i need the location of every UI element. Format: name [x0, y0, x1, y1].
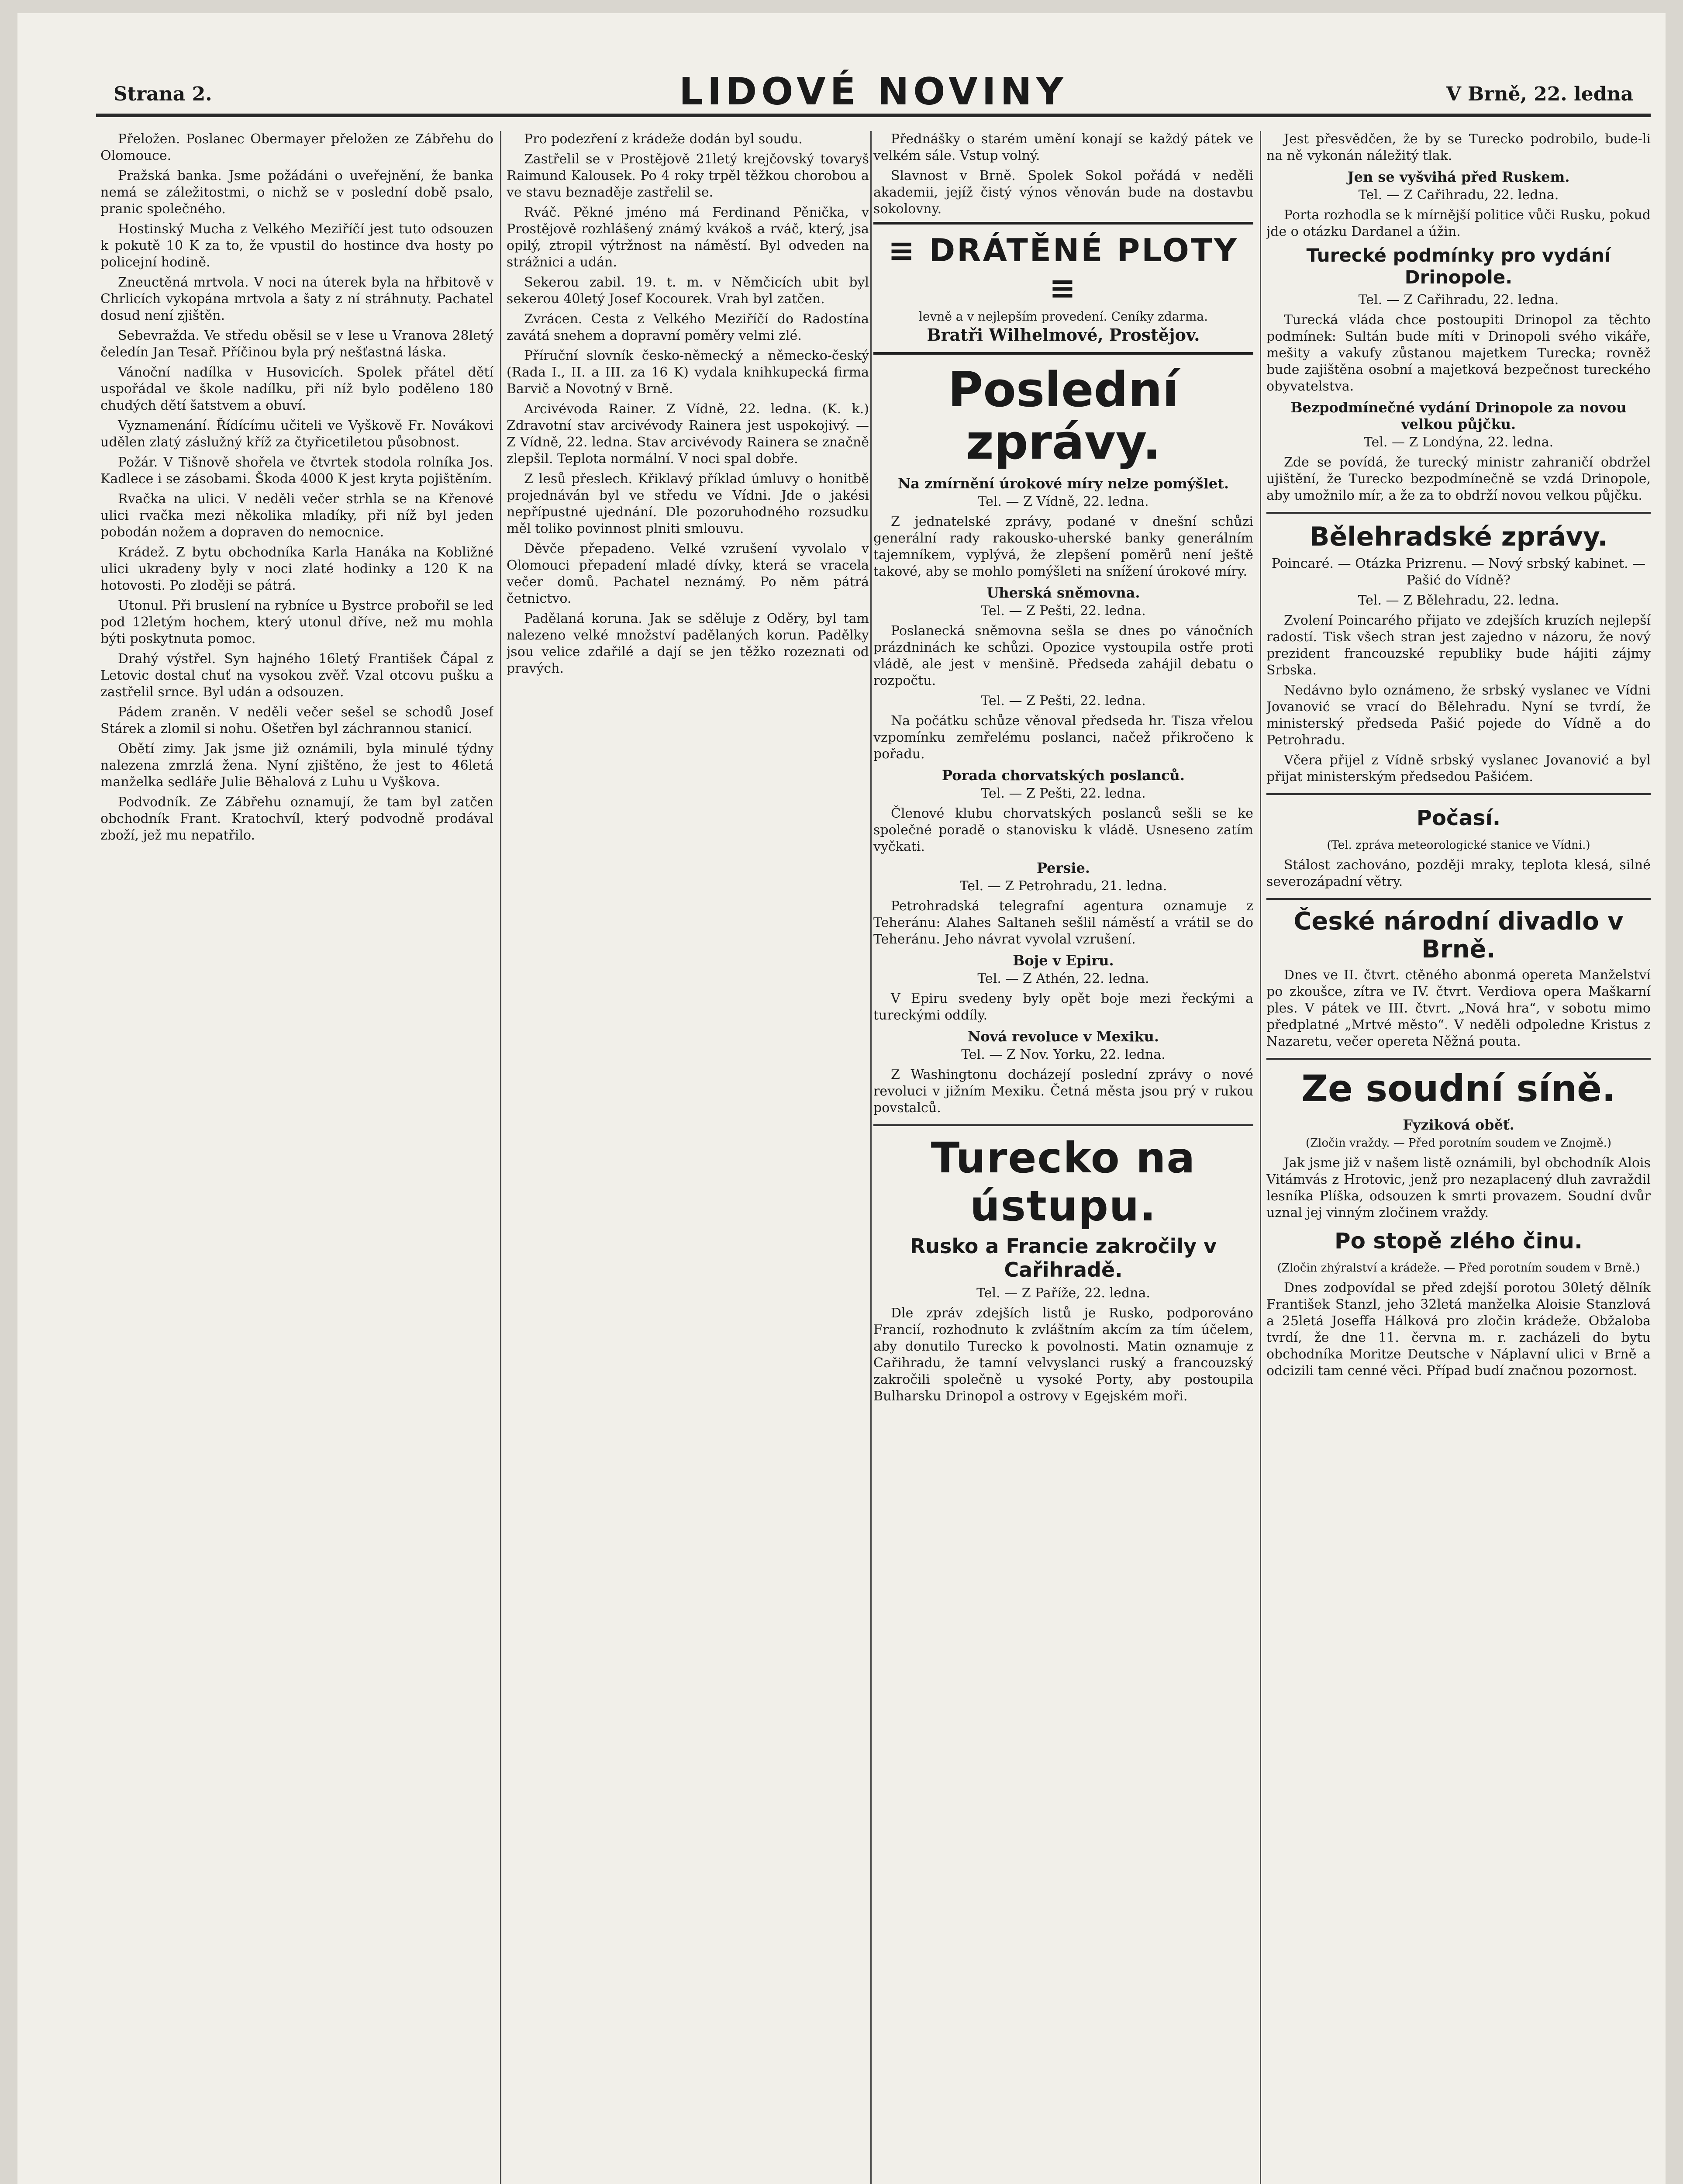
article-headline: Boje v Epiru.: [1013, 952, 1114, 969]
article-paragraph: Drahý výstřel. Syn hajného 16letý František Čápal z Letovic dostal chuť na vysokou zvěř. Vzal otcovu pušku a zastřelil srnce. Byl udán a odsouzen.: [100, 651, 493, 700]
newspaper-title: LIDOVÉ NOVINY: [679, 70, 1068, 114]
article-paragraph: Obětí zimy. Jak jsme již oznámili, byla minulé týdny nalezena zmrzlá žena. Nyní zjištěno, že jest to 46letá manželka sedláře Julie Běhalová z Luhu u Vyškova.: [100, 741, 493, 790]
article-paragraph: Porta rozhodla se k mírnější politice vůči Rusku, pokud jde o otázku Dardanel a úžin.: [1266, 207, 1651, 239]
article-paragraph: Včera přijel z Vídně srbský vyslanec Jovanović a byl přijat ministerským předsedou Pašićem.: [1266, 753, 1651, 784]
section-headline: České národní divadlo v Brně.: [1293, 907, 1624, 964]
article-paragraph: Zvolení Poincarého přijato ve zdejších kruzích nejlepší radostí. Tisk všech stran jest zajedno v názoru, že nový prezident francouzské republiky bude hájiti zájmy Srbska.: [1266, 613, 1651, 678]
column-2: [507, 131, 869, 2184]
article-paragraph: Zvrácen. Cesta z Velkého Meziříčí do Radostína zavátá snehem a dopravní poměry velmi zlé.: [507, 311, 869, 343]
article-paragraph: Zneuctěná mrtvola. V noci na úterek byla na hřbitově v Chrlicích vykopána mrtvola a šaty z ní stráhnuty. Pachatel dosud není zjištěn.: [100, 275, 493, 323]
telegram-dateline: Tel. — Z Petrohradu, 21. ledna.: [959, 878, 1167, 894]
article-paragraph: Krádež. Z bytu obchodníka Karla Hanáka na Kobližné ulici ukradeny byly v noci zlaté hodinky a 120 K na hotovosti. Po zloději se pátrá.: [100, 545, 493, 593]
article-paragraph: Jak jsme již v našem listě oznámili, byl obchodník Alois Vitámvás z Hrotovic, jenž pro nezaplacený dluh zavraždil lesníka Plíška, odsouzen k smrti provazem. Soudní dvůr uznal jej vinným zločinem vraždy.: [1266, 1155, 1651, 1220]
article-paragraph: Jest přesvědčen, že by se Turecko podrobilo, bude-li na ně vykonán náležitý tlak.: [1266, 131, 1651, 163]
article-headline: Uherská sněmovna.: [986, 584, 1140, 601]
page-number: Strana 2.: [114, 83, 212, 105]
article-paragraph: V Epiru svedeny byly opět boje mezi řeckými a tureckými oddíly.: [873, 991, 1253, 1023]
column-rule: [1260, 131, 1261, 2184]
article-paragraph: Hostinský Mucha z Velkého Meziříčí jest tuto odsouzen k pokutě 10 K za to, že vpustil do hostince dva hosty po policejní hodině.: [100, 221, 493, 270]
column-rule: [870, 131, 872, 2184]
article-paragraph: Přednášky o starém umění konají se každý pátek ve velkém sále. Vstup volný.: [873, 131, 1253, 163]
telegram-dateline: Tel. — Z Vídně, 22. ledna.: [978, 494, 1149, 509]
article-summary: (Zločin zhýralství a krádeže. — Před porotním soudem v Brně.): [1277, 1261, 1640, 1275]
telegram-dateline: Tel. — Z Pešti, 22. ledna.: [981, 786, 1146, 801]
article-summary: (Zločin vraždy. — Před porotním soudem ve Znojmě.): [1305, 1137, 1612, 1150]
telegram-dateline: Tel. — Z Athén, 22. ledna.: [977, 971, 1149, 986]
article-paragraph: Utonul. Při bruslení na rybníce u Bystrce probořil se led pod 12letým hochem, který utonul dříve, než mu mohla býti poskytnuta pomoc.: [100, 598, 493, 646]
article-paragraph: Vánoční nadílka v Husovicích. Spolek přátel dětí uspořádal ve škole nadílku, při níž bylo poděleno 180 chudých dětí šatstvem a obuví.: [100, 365, 493, 413]
article-paragraph: Pro podezření z krádeže dodán byl soudu.: [524, 131, 803, 147]
section-headline: Turecko na ústupu.: [931, 1133, 1196, 1230]
article-paragraph: Turecká vláda chce postoupiti Drinopol za těchto podmínek: Sultán bude míti v Drinopoli svého vikáře, mešity a vakufy zůstanou majetkem Turecka; rovněž bude zajištěna osobní a majetková bezpečnost tureckého obyvatelstva.: [1266, 312, 1651, 394]
ad-title: ≡ DRÁTĚNÉ PLOTY ≡: [888, 232, 1239, 306]
telegram-dateline: Tel. — Z Paříže, 22. ledna.: [976, 1286, 1150, 1301]
article-paragraph: Sebevražda. Ve středu oběsil se v lese u Vranova 28letý čeledín Jan Tesař. Příčinou byla prý nešťastná láska.: [100, 328, 493, 360]
article-headline: Rusko a Francie zakročily v Cařihradě.: [910, 1234, 1217, 1282]
article-paragraph: Padělaná koruna. Jak se sděluje z Oděry, byl tam nalezeno velké množství padělaných korun. Padělky jsou velice zdařilé a dají se jen těžko rozeznati od pravých.: [507, 611, 869, 676]
article-paragraph: Dnes ve II. čtvrt. ctěného abonmá opereta Manželství po zkoušce, zítra ve IV. čtvrt. Verdiova opera Maškarní ples. V pátek ve III. čtvrt. „Nová hra“, v sobotu mimo předplatné „Mrtvé město“. V neděli odpoledne Kristus z Nazaretu, večer opereta Něžná pouta.: [1266, 968, 1651, 1049]
article-paragraph: Sekerou zabil. 19. t. m. v Němčicích ubit byl sekerou 40letý Josef Kocourek. Vrah byl zatčen.: [507, 275, 869, 307]
article-headline: Jen se vyšvihá před Ruskem.: [1347, 169, 1570, 185]
article-paragraph: Rvačka na ulici. V neděli večer strhla se na Křenové ulici rvačka mezi několika mladíky, při níž byl jeden pobodán nožem a dopraven do nemocnice.: [100, 491, 493, 540]
article-paragraph: Členové klubu chorvatských poslanců sešli se ke společné poradě o stanovisku k vládě. Usneseno zatím vyčkati.: [873, 806, 1253, 854]
article-paragraph: Podvodník. Ze Zábřehu oznamují, že tam byl zatčen obchodník Frant. Kratochvíl, který podvodně prodával zboží, jež mu nepatřilo.: [100, 795, 493, 843]
article-paragraph: Přeložen. Poslanec Obermayer přeložen ze Zábřehu do Olomouce.: [100, 131, 493, 163]
article-paragraph: Slavnost v Brně. Spolek Sokol pořádá v neděli akademii, jejíž čistý výnos věnován bude na dostavbu sokolovny.: [873, 168, 1253, 217]
article-paragraph: Rváč. Pěkné jméno má Ferdinand Pěnička, v Prostějově rozhlášený známý kvákoš a rváč, který, jsa opilý, ztropil výtržnost na náměstí. Byl odveden na strážnici a udán.: [507, 205, 869, 270]
article-paragraph: Z jednatelské zprávy, podané v dnešní schůzi generální rady rakousko-uherské banky generálním tajemníkem, vyplývá, že zlepšení poměrů není ještě takové, aby se mohlo pomýšleti na snížení úrokové míry.: [873, 514, 1253, 579]
article-headline: Persie.: [1036, 860, 1090, 876]
article-headline: Nová revoluce v Mexiku.: [968, 1028, 1159, 1045]
article-paragraph: Zde se povídá, že turecký ministr zahraničí obdržel ujištění, že Turecko bezpodmínečně se vzdá Drinopole, aby umožnilo mír, a že za to obdrží novou velkou půjčku.: [1266, 455, 1651, 503]
masthead: [96, 66, 1651, 117]
section-divider: [873, 1124, 1253, 1126]
column-3: [873, 131, 1253, 2184]
ad-company: Bratři Wilhelmové, Prostějov.: [927, 325, 1200, 345]
article-paragraph: Požár. V Tišnově shořela ve čtvrtek stodola rolníka Jos. Kadlece i se zásobami. Škoda 4000 K jest kryta pojištěním.: [100, 455, 493, 487]
article-headline: Porada chorvatských poslanců.: [942, 767, 1185, 784]
section-divider: [1266, 898, 1651, 900]
article-paragraph: Vyznamenání. Řídícímu učiteli ve Vyškově Fr. Novákovi udělen zlatý záslužný kříž za čtyřicetiletou působnost.: [100, 418, 493, 450]
article-headline: Po stopě zlého činu.: [1335, 1228, 1583, 1254]
article-headline: Na zmírnění úrokové míry nelze pomýšlet.: [897, 475, 1229, 492]
telegram-dateline: Tel. — Z Pešti, 22. ledna.: [981, 603, 1146, 619]
article-paragraph: Nedávno bylo oznámeno, že srbský vyslanec ve Vídni Jovanović se vrací do Bělehradu. Nyní se tvrdí, že ministerský předseda Pašić pojede do Vídně a do Petrohradu.: [1266, 683, 1651, 748]
advertisement: [873, 222, 1253, 355]
section-divider: [1266, 512, 1651, 514]
article-paragraph: Pádem zraněn. V neděli večer sešel se schodů Josef Stárek a zlomil si nohu. Ošetřen byl záchrannou stanicí.: [100, 705, 493, 736]
article-paragraph: Dle zpráv zdejších listů je Rusko, podporováno Francií, rozhodnuto k zvláštním akcím za tím účelem, aby donutilo Turecko k povolnosti. Matin oznamuje z Cařihradu, že tamní velvyslanci ruský a francouzský zakročili společně u vysoké Porty, aby postoupila Bulharsku Drinopol a ostrovy v Egejském moři.: [873, 1306, 1253, 1404]
section-divider: [1266, 793, 1651, 795]
article-paragraph: Stálost zachováno, později mraky, teplota klesá, silné severozápadní větry.: [1266, 857, 1651, 889]
article-headline: Turecké podmínky pro vydání Drinopole.: [1306, 245, 1611, 288]
section-divider: [1266, 1058, 1651, 1060]
telegram-dateline: Tel. — Z Londýna, 22. ledna.: [1363, 435, 1554, 450]
telegram-dateline: Tel. — Z Cařihradu, 22. ledna.: [1358, 292, 1559, 308]
article-paragraph: Děvče přepadeno. Velké vzrušení vyvolalo v Olomouci přepadení mladé dívky, která se vracela večer domů. Pachatel neznámý. Po něm pátrá četnictvo.: [507, 541, 869, 606]
article-paragraph: Poslanecká sněmovna sešla se dnes po vánočních prázdninách ke schůzi. Opozice vystoupila ostře proti vládě, ale jest v menšině. Předseda zahájil debatu o rozpočtu.: [873, 623, 1253, 688]
article-paragraph: Z lesů přeslech. Křiklavý příklad úmluvy o honitbě projednáván byl ve středu ve Vídni. Jde o jakési nepřípustné ujednání. Dle pozoruhodného rozsudku měl toliko povinnost plniti smlouvu.: [507, 471, 869, 536]
article-paragraph: Dnes zodpovídal se před zdejší porotou 30letý dělník František Stanzl, jeho 32letá manželka Aloisie Stanzlová a 25letá Joseffa Hálková pro zločin krádeže. Obžaloba tvrdí, že dne 11. června m. r. zacházeli do bytu obchodníka Moritze Deutsche v Náplavní ulici v Brně a odcizili tam cenné věci. Případ budí značnou pozornost.: [1266, 1280, 1651, 1379]
article-paragraph: Arcivévoda Rainer. Z Vídně, 22. ledna. (K. k.) Zdravotní stav arcivévody Rainera jest uspokojivý. — Z Vídně, 22. ledna. Stav arcivévody Rainera se značně zlepšil. Teplota normální. V noci spal dobře.: [507, 401, 869, 467]
weather-source: (Tel. zpráva meteorologické stanice ve Vídni.): [1327, 839, 1590, 852]
column-1: [100, 131, 493, 2184]
column-4: [1266, 131, 1651, 2184]
section-headline: Bělehradské zprávy.: [1309, 522, 1608, 552]
telegram-dateline: Tel. — Z Bělehradu, 22. ledna.: [1358, 593, 1559, 608]
article-summary: Poincaré. — Otázka Prizrenu. — Nový srbský kabinet. — Pašić do Vídně?: [1271, 556, 1646, 588]
telegram-dateline: Tel. — Z Nov. Yorku, 22. ledna.: [961, 1047, 1166, 1062]
article-headline: Bezpodmínečné vydání Drinopole za novou velkou půjčku.: [1290, 399, 1627, 432]
article-paragraph: Petrohradská telegrafní agentura oznamuje z Teheránu: Alahes Saltaneh sešlil náměstí a vrátil se do Teheránu. Jeho návrat vyvolal vzrušení.: [873, 898, 1253, 947]
section-headline: Počasí.: [1416, 806, 1501, 830]
article-paragraph: Z Washingtonu docházejí poslední zprávy o nové revoluci v jižním Mexiku. Četná města jsou prý v rukou povstalců.: [873, 1067, 1253, 1116]
telegram-dateline: Tel. — Z Cařihradu, 22. ledna.: [1358, 187, 1559, 203]
article-paragraph: Příruční slovník česko-německý a německo-český (Rada I., II. a III. za 16 K) vydala knihkupecká firma Barvič a Novotný v Brně.: [507, 348, 869, 397]
telegram-dateline: Tel. — Z Pešti, 22. ledna.: [981, 693, 1146, 708]
column-rule: [500, 131, 501, 2184]
issue-date: V Brně, 22. ledna: [1446, 83, 1633, 105]
article-paragraph: Pražská banka. Jsme požádáni o uveřejnění, že banka nemá se záležitostmi, o nichž se v poslední době psalo, pranic společného.: [100, 168, 493, 217]
article-paragraph: Zastřelil se v Prostějově 21letý krejčovský tovaryš Raimund Kalousek. Po 4 roky trpěl těžkou chorobou a ve stavu beznaděje zastřelil se.: [507, 152, 869, 200]
article-headline: Fyziková oběť.: [1403, 1116, 1514, 1133]
article-paragraph: Na počátku schůze věnoval předseda hr. Tisza vřelou vzpomínku zemřelému poslanci, načež přikročeno k pořadu.: [873, 713, 1253, 762]
ad-text: levně a v nejlepším provedení. Ceníky zdarma.: [918, 309, 1208, 324]
section-headline: Poslední zprávy.: [948, 362, 1179, 470]
section-headline: Ze soudní síně.: [1301, 1067, 1616, 1110]
